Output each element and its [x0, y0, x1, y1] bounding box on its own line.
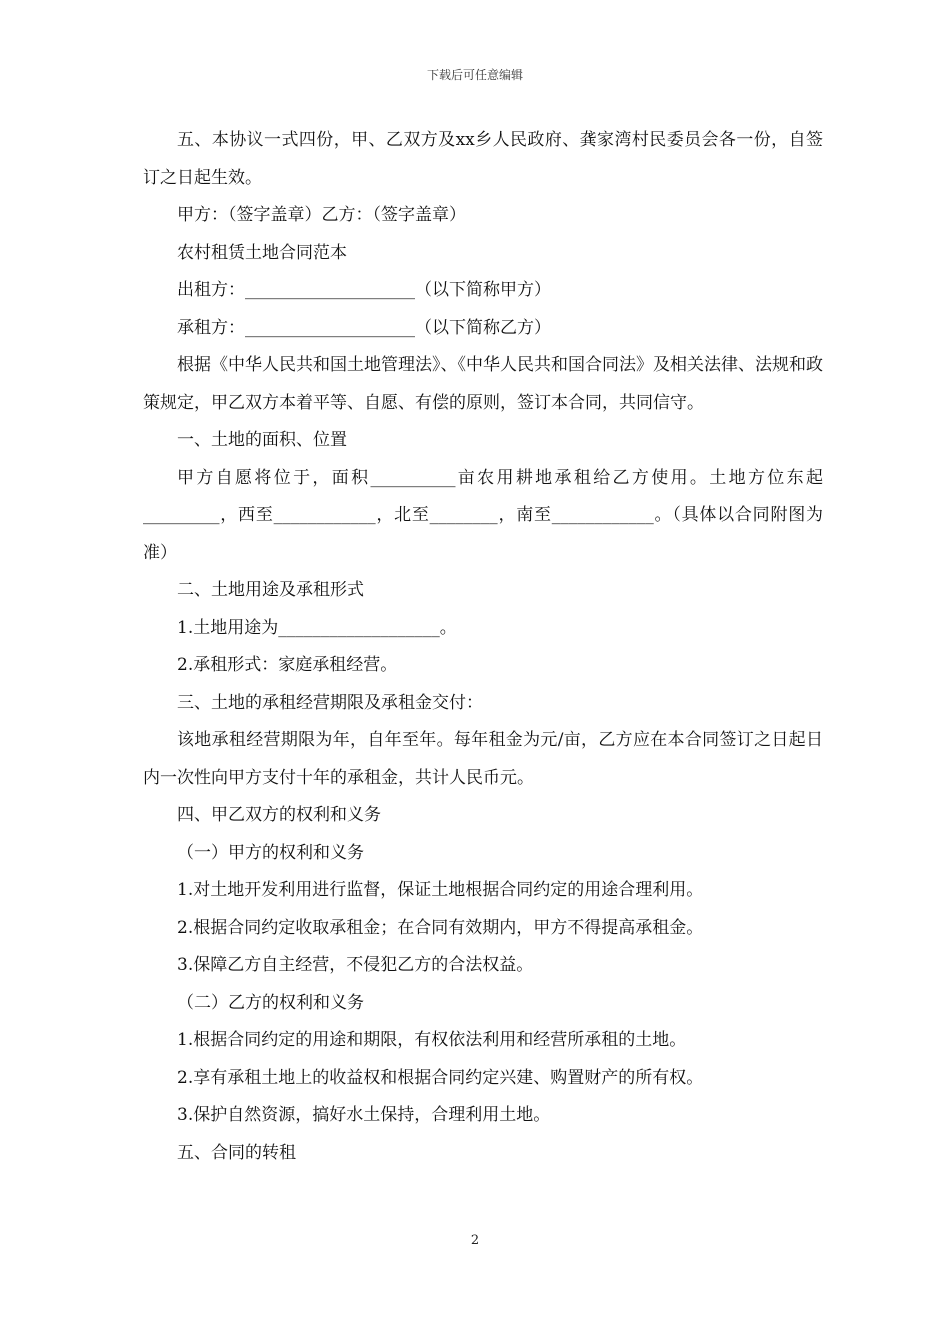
paragraph: 2.承租形式：家庭承租经营。: [177, 655, 398, 675]
paragraph: 二、土地用途及承租形式: [177, 580, 364, 600]
paragraph: 三、土地的承租经营期限及承租金交付：: [177, 692, 483, 713]
paragraph: 承租方：____________________（以下简称乙方）: [177, 317, 551, 338]
paragraph: 农村租赁土地合同范本: [177, 242, 347, 263]
paragraph: 1.对土地开发利用进行监督，保证土地根据合同约定的用途合理利用。: [177, 880, 704, 900]
paragraph: 出租方：____________________（以下简称甲方）: [177, 280, 551, 300]
paragraph: （二）乙方的权利和义务: [177, 992, 364, 1013]
paragraph: 3.保障乙方自主经营，不侵犯乙方的合法权益。: [177, 955, 534, 975]
paragraph: 四、甲乙双方的权利和义务: [177, 805, 381, 825]
paragraph: （一）甲方的权利和义务: [177, 842, 364, 863]
paragraph: 该地承租经营期限为年，自年至年。每年租金为元/亩，乙方应在本合同签订之日起日内一次性向甲方支付十年的承租金，共计人民币元。: [143, 730, 823, 788]
paragraph: 3.保护自然资源，搞好水土保持，合理利用土地。: [177, 1105, 551, 1125]
paragraph: 一、土地的面积、位置: [177, 430, 347, 450]
paragraph: 根据《中华人民共和国土地管理法》、《中华人民共和国合同法》及相关法律、法规和政策规定，甲乙双方本着平等、自愿、有偿的原则，签订本合同，共同信守。: [143, 355, 823, 413]
paragraph: 1.根据合同约定的用途和期限，有权依法利用和经营所承租的土地。: [177, 1030, 687, 1050]
paragraph: 甲方：（签字盖章）乙方：（签字盖章）: [177, 205, 466, 225]
paragraph: 甲方自愿将位于，面积__________亩农用耕地承租给乙方使用。土地方位东起_________，西至____________，北至________，南至____________。（具体以合同附图为准）: [143, 467, 823, 563]
paragraph: 2.根据合同约定收取承租金；在合同有效期内，甲方不得提高承租金。: [177, 917, 704, 938]
paragraph: 五、合同的转租: [177, 1142, 296, 1163]
document-body: [143, 122, 823, 1172]
page-number: 2: [470, 1233, 480, 1248]
page-header: 下载后可任意编辑: [426, 68, 523, 82]
paragraph: 2.享有承租土地上的收益权和根据合同约定兴建、购置财产的所有权。: [177, 1067, 704, 1088]
paragraph: 五、本协议一式四份，甲、乙双方及xx乡人民政府、龚家湾村民委员会各一份，自签订之日起生效。: [143, 130, 823, 188]
paragraph: 1.土地用途为___________________。: [177, 617, 457, 638]
